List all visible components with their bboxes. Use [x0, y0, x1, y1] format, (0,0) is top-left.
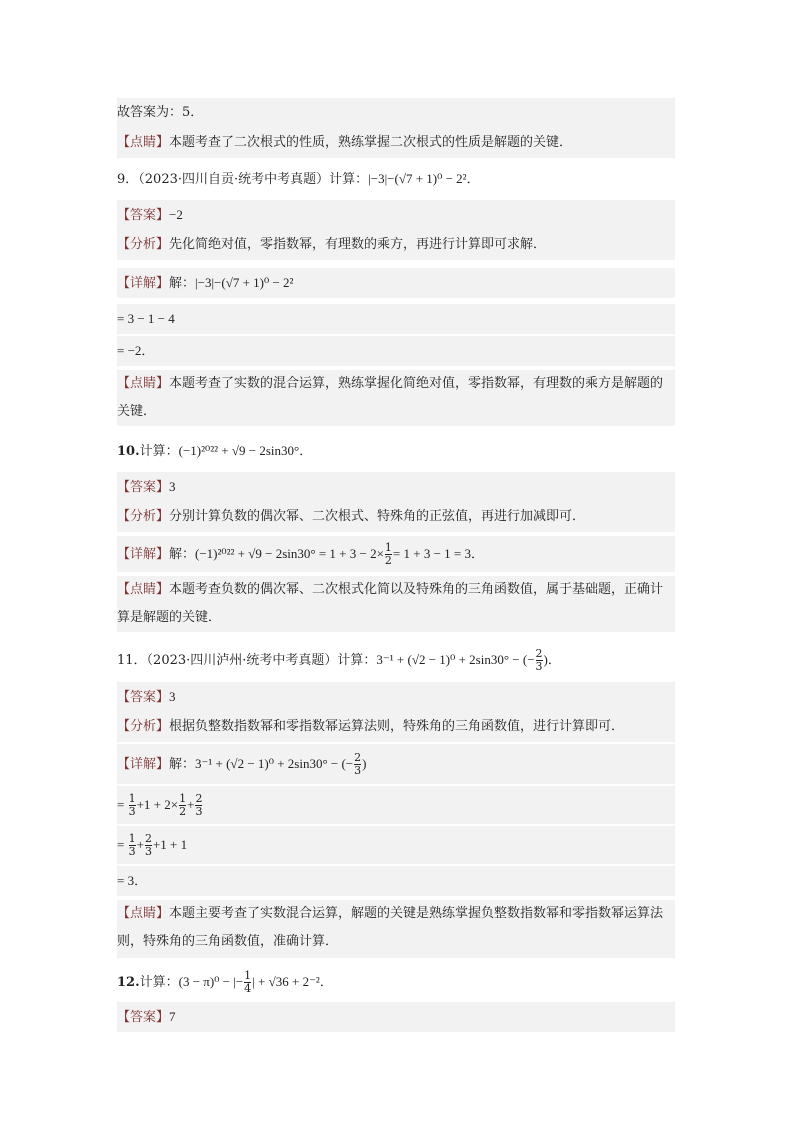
answer-10: [117, 472, 675, 502]
fraction: $\frac{1}{4}$: [244, 969, 252, 995]
fraction: $\frac{2}{3}$: [144, 832, 152, 858]
analysis-text: 根据负整数指数幂和零指数幂运算法则，特殊角的三角函数值，进行计算即可．: [169, 719, 625, 734]
answer-value: −2: [169, 207, 183, 222]
detail-tag: 【详解】: [117, 547, 170, 562]
step-11-1: = $\frac{1}{3}$ +1 + 2× $\frac{1}{2}$ + $\frac{2}{3}$: [117, 786, 675, 824]
question-11: [117, 640, 675, 680]
comment-9: [117, 370, 675, 426]
step-11-2: = $\frac{1}{3}$ + $\frac{2}{3}$ +1 + 1: [117, 826, 675, 864]
fraction: $\frac{2}{3}$: [535, 647, 543, 673]
answer-12: [117, 1002, 675, 1032]
comment-text: 本题考查了实数的混合运算，熟练掌握化简绝对值，零指数幂，有理数的乘方是解题的关键．: [117, 376, 664, 419]
step-text: = 3．: [117, 873, 148, 888]
comment-tag: 【点睛】: [117, 906, 170, 921]
fraction: $\frac{2}{3}$: [195, 792, 203, 818]
answer-text: 故答案为：5．: [117, 105, 204, 120]
comment-text: 本题考查负数的偶次幂、二次根式化简以及特殊角的三角函数值，属于基础题，正确计算是解题的关键．: [117, 582, 664, 625]
analysis-text: 分别计算负数的偶次幂、二次根式、特殊角的正弦值，再进行加减即可．: [169, 509, 586, 524]
step-11-3: [117, 866, 675, 896]
detail-10: [117, 536, 675, 572]
comment-tag: 【点睛】: [117, 582, 170, 597]
analysis-tag: 【分析】: [117, 719, 170, 734]
question-number: 9．: [117, 172, 139, 187]
answer-tag: 【答案】: [117, 690, 170, 705]
detail-tag: 【详解】: [117, 757, 170, 772]
analysis-text: 先化简绝对值，零指数幂，有理数的乘方，再进行计算即可求解．: [169, 237, 547, 252]
comment-text: 本题主要考查了实数混合运算，解题的关键是熟练掌握负整数指数幂和零指数幂运算法则，特殊角的三角函数值，准确计算．: [117, 906, 664, 949]
question-expression-end: )．: [543, 652, 561, 667]
question-number: 12.: [117, 975, 140, 990]
analysis-11: [117, 712, 675, 742]
analysis-tag: 【分析】: [117, 509, 170, 524]
detail-text: 解：(−1)²⁰²² + √9 − 2sin30° = 1 + 3 − 2×: [169, 546, 384, 561]
answer-value: 3: [169, 689, 176, 704]
detail-text: 解：3⁻¹ + (√2 − 1)⁰ + 2sin30° − (−: [169, 756, 354, 771]
comment-text: 本题考查了二次根式的性质，熟练掌握二次根式的性质是解题的关键．: [169, 135, 573, 150]
comment-11: [117, 900, 675, 958]
question-label: 计算：: [139, 975, 179, 990]
analysis-tag: 【分析】: [117, 237, 170, 252]
answer-value: 7: [169, 1009, 176, 1024]
answer-11: [117, 682, 675, 712]
detail-11: [117, 744, 675, 784]
question-expression: (3 − π)⁰ − |−: [178, 974, 244, 989]
step-9-1: [117, 304, 675, 334]
answer-tag: 【答案】: [117, 480, 170, 495]
question-source: （2023·四川泸州·统考中考真题）计算：: [146, 653, 377, 668]
comment-10: [117, 576, 675, 632]
detail-9: [117, 268, 675, 298]
step-9-2: [117, 336, 675, 366]
detail-tail: = 1 + 3 − 1 = 3．: [392, 546, 484, 561]
question-expression: (−1)²⁰²² + √9 − 2sin30°．: [178, 443, 313, 458]
fraction: $\frac{1}{3}$: [128, 832, 136, 858]
question-12: [117, 964, 675, 1000]
question-source: （2023·四川自贡·统考中考真题）计算：: [138, 172, 369, 187]
fraction: $\frac{2}{3}$: [354, 751, 362, 777]
fraction: $\frac{1}{2}$: [179, 792, 187, 818]
comment-tag: 【点睛】: [117, 376, 170, 391]
detail-text: 解：|−3|−(√7 + 1)⁰ − 2²: [169, 275, 294, 290]
question-10: [117, 436, 675, 466]
analysis-10: [117, 502, 675, 532]
question-label: 计算：: [139, 444, 179, 459]
comment-line-q8: [117, 128, 675, 158]
detail-end: ): [362, 756, 367, 771]
fraction: $\frac{1}{3}$: [128, 792, 136, 818]
answer-value: 3: [169, 479, 176, 494]
question-expression: 3⁻¹ + (√2 − 1)⁰ + 2sin30° − (−: [376, 652, 535, 667]
comment-tag: 【点睛】: [117, 135, 170, 150]
question-expression-end: | + √36 + 2⁻²．: [252, 974, 333, 989]
answer-line-q8: [117, 98, 675, 128]
detail-tag: 【详解】: [117, 276, 170, 291]
answer-tag: 【答案】: [117, 208, 170, 223]
answer-tag: 【答案】: [117, 1010, 170, 1025]
question-number: 10.: [117, 444, 140, 459]
fraction: $\frac{1}{2}$: [384, 541, 392, 567]
question-9: [117, 164, 675, 194]
analysis-9: [117, 230, 675, 260]
question-number: 11．: [117, 653, 147, 668]
question-expression: |−3|−(√7 + 1)⁰ − 2²．: [368, 171, 480, 186]
answer-9: [117, 200, 675, 230]
step-text: = 3 − 1 − 4: [117, 311, 175, 326]
step-text: = −2．: [117, 343, 155, 358]
